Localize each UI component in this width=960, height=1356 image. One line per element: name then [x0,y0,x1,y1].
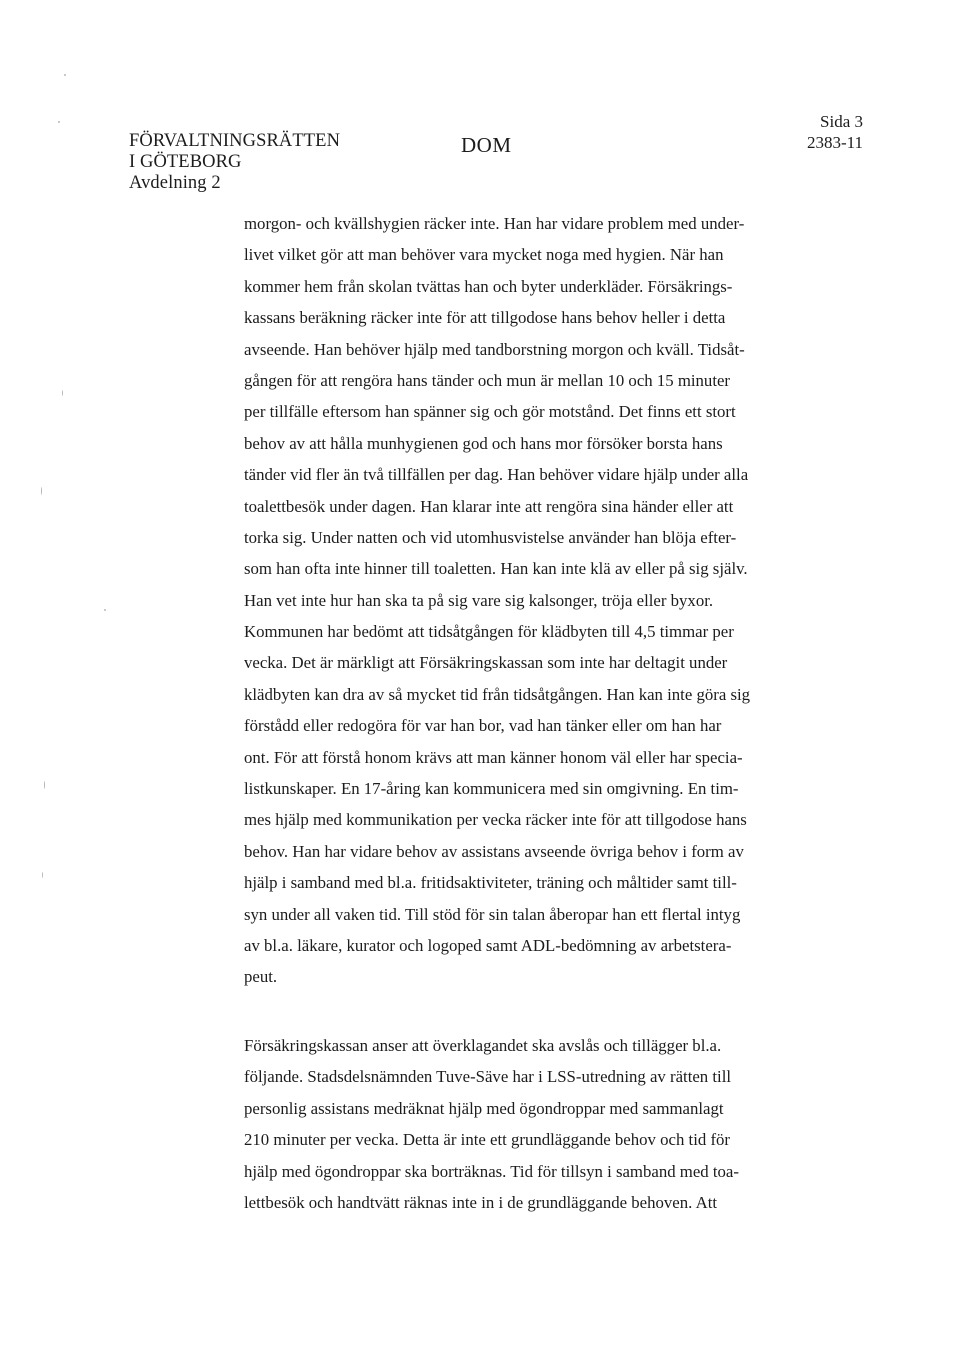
text-line: lettbesök och handtvätt räknas inte in i de grundläggande behoven. Att [244,1192,718,1212]
text-line: som han ofta inte hinner till toaletten. Han kan inte klä av eller på sig själv. [244,559,748,579]
text-line: behov. Han har vidare behov av assistans avseende övriga behov i form av [244,841,744,861]
text-line: 210 minuter per vecka. Detta är inte ett grundläggande behov och tid för [244,1130,731,1150]
text-line: kassans beräkning räcker inte för att tillgodose hans behov heller i detta [244,308,726,328]
court-name: FÖRVALTNINGSRÄTTEN [129,131,341,151]
text-line: vecka. Det är märkligt att Försäkringskassan som inte har deltagit under [244,653,728,673]
text-line: klädbyten kan dra av så mycket tid från tidsåtgången. Han kan inte göra sig [244,684,751,704]
scan-speck [42,872,43,878]
document-title: DOM [461,133,512,157]
text-line: Kommunen har bedömt att tidsåtgången för klädbyten till 4,5 timmar per [244,622,734,642]
case-number: 2383-11 [806,133,863,152]
text-line: per tillfälle eftersom han spänner sig och gör motstånd. Det finns ett stort [244,402,736,422]
text-line: hjälp i samband med bl.a. fritidsaktiviteter, träning och måltider samt till- [244,873,737,893]
paragraph-appellant-claims [244,208,789,993]
scan-speck [64,74,66,76]
text-line: gången för att rengöra hans tänder och mun är mellan 10 och 15 minuter [244,370,731,390]
text-line: Försäkringskassan anser att överklagandet ska avslås och tillägger bl.a. [244,1036,722,1055]
text-line: listkunskaper. En 17-åring kan kommunicera med sin omgivning. En tim- [244,779,739,799]
text-line: ont. För att förstå honom krävs att man känner honom väl eller har specia- [244,747,743,767]
text-line: avseende. Han behöver hjälp med tandborstning morgon och kväll. Tidsåt- [244,339,745,359]
text-line: förstådd eller redogöra för var han bor, vad han tänker eller om han har [244,716,722,736]
text-line: personlig assistans medräknat hjälp med ögondroppar med sammanlagt [244,1098,724,1118]
page-reference-block [807,111,863,153]
text-line: följande. Stadsdelsnämnden Tuve-Säve har i LSS-utredning av rätten till [244,1067,732,1087]
court-city: I GÖTEBORG [129,152,242,172]
text-line: syn under all vaken tid. Till stöd för sin talan åberopar han ett flertal intyg [244,904,741,924]
court-division: Avdelning 2 [129,173,221,193]
text-line: toalettbesök under dagen. Han klarar inte att rengöra sina händer eller att [244,496,734,516]
text-line: torka sig. Under natten och vid utomhusvistelse använder han blöja efter- [244,527,737,547]
court-name-block [129,131,340,194]
text-line: mes hjälp med kommunikation per vecka räcker inte för att tillgodose hans [244,810,747,830]
text-line: livet vilket gör att man behöver vara mycket noga med hygien. När han [244,245,724,265]
text-line: kommer hem från skolan tvättas han och byter underkläder. Försäkrings- [244,276,733,296]
page-number: Sida 3 [820,112,863,131]
scan-speck [44,781,45,789]
text-line: hjälp med ögondroppar ska borträknas. Tid för tillsyn i samband med toa- [244,1161,739,1181]
scan-speck [41,487,42,495]
text-line: morgon- och kvällshygien räcker inte. Han har vidare problem med under- [244,214,745,233]
text-line: tänder vid fler än två tillfällen per dag. Han behöver vidare hjälp under alla [244,465,749,485]
paragraph-insurance-agency-response [244,1030,789,1218]
text-line: peut. [244,967,278,987]
text-line: behov av att hålla munhygienen god och hans mor försöker borsta hans [244,433,723,453]
scan-speck [104,609,106,611]
scan-speck [62,390,63,396]
text-line: Han vet inte hur han ska ta på sig vare sig kalsonger, tröja eller byxor. [244,590,714,610]
text-line: av bl.a. läkare, kurator och logoped samt ADL-bedömning av arbetstera- [244,935,732,955]
scan-speck [58,121,60,123]
